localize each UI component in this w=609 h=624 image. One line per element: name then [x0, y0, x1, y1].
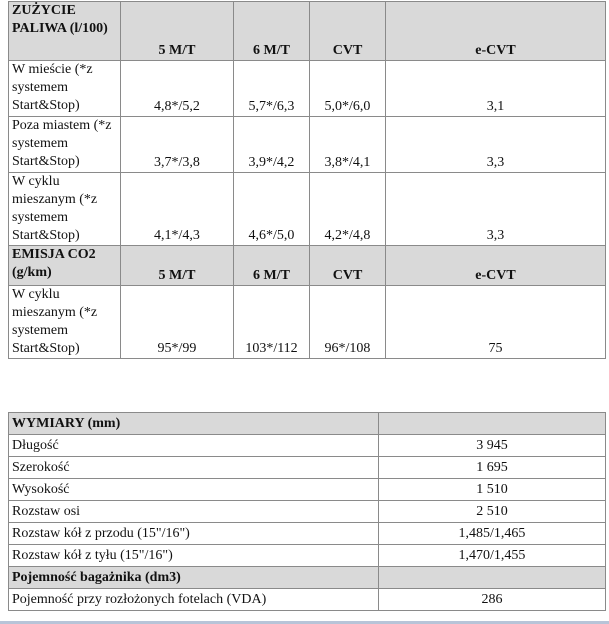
cell-value: 1 695: [379, 457, 606, 479]
cell-value: 3,9*/4,2: [234, 117, 310, 173]
cell-value: 4,1*/4,3: [121, 173, 234, 246]
table-row: [9, 435, 606, 457]
row-label: Rozstaw osi: [9, 501, 379, 523]
emission-header-col: 6 M/T: [234, 246, 310, 286]
row-label: Wysokość: [9, 479, 379, 501]
emission-header-label: EMISJA CO2 (g/km): [9, 246, 121, 286]
cell-value: 96*/108: [310, 286, 386, 359]
fuel-header-label: ZUŻYCIE PALIWA (l/100): [9, 2, 121, 61]
row-label: Rozstaw kół z tyłu (15"/16"): [9, 545, 379, 567]
row-label: Długość: [9, 435, 379, 457]
cell-value: 3,3: [386, 117, 606, 173]
dimensions-table: [8, 412, 606, 611]
row-label: W cyklu mieszanym (*z systemem Start&Stop): [9, 286, 121, 359]
table-row: [9, 286, 606, 359]
table-row: [9, 457, 606, 479]
row-label: Poza miastem (*z systemem Start&Stop): [9, 117, 121, 173]
cell-value: 3 945: [379, 435, 606, 457]
cell-value: 3,8*/4,1: [310, 117, 386, 173]
fuel-header-row: [9, 2, 606, 61]
fuel-header-col: 6 M/T: [234, 2, 310, 61]
cell-value: 4,2*/4,8: [310, 173, 386, 246]
dimensions-header-row: [9, 413, 606, 435]
dimensions-header-empty: [379, 413, 606, 435]
row-label: W mieście (*z systemem Start&Stop): [9, 61, 121, 117]
table-row: [9, 501, 606, 523]
row-label: Pojemność przy rozłożonych fotelach (VDA): [9, 589, 379, 611]
row-label: Rozstaw kół z przodu (15"/16"): [9, 523, 379, 545]
emission-header-col: 5 M/T: [121, 246, 234, 286]
fuel-header-col: e-CVT: [386, 2, 606, 61]
cell-value: 286: [379, 589, 606, 611]
cell-value: 4,8*/5,2: [121, 61, 234, 117]
table-row: [9, 173, 606, 246]
cell-value: 5,7*/6,3: [234, 61, 310, 117]
table-row: [9, 589, 606, 611]
cell-value: 1,485/1,465: [379, 523, 606, 545]
table-row: [9, 61, 606, 117]
table-row: [9, 545, 606, 567]
emission-header-col: CVT: [310, 246, 386, 286]
cell-value: 5,0*/6,0: [310, 61, 386, 117]
emission-header-col: e-CVT: [386, 246, 606, 286]
table-row: [9, 479, 606, 501]
dimensions-header: WYMIARY (mm): [9, 413, 379, 435]
trunk-header-empty: [379, 567, 606, 589]
trunk-header: Pojemność bagażnika (dm3): [9, 567, 379, 589]
cell-value: 103*/112: [234, 286, 310, 359]
cell-value: 4,6*/5,0: [234, 173, 310, 246]
cell-value: 95*/99: [121, 286, 234, 359]
cell-value: 3,3: [386, 173, 606, 246]
cell-value: 75: [386, 286, 606, 359]
cell-value: 3,7*/3,8: [121, 117, 234, 173]
fuel-consumption-table: [8, 1, 606, 359]
fuel-header-col: 5 M/T: [121, 2, 234, 61]
cell-value: 1,470/1,455: [379, 545, 606, 567]
emission-header-row: [9, 246, 606, 286]
cell-value: 2 510: [379, 501, 606, 523]
cell-value: 3,1: [386, 61, 606, 117]
cell-value: 1 510: [379, 479, 606, 501]
row-label: W cyklu mieszanym (*z systemem Start&Stop): [9, 173, 121, 246]
table-row: [9, 117, 606, 173]
trunk-header-row: [9, 567, 606, 589]
row-label: Szerokość: [9, 457, 379, 479]
table-row: [9, 523, 606, 545]
fuel-header-col: CVT: [310, 2, 386, 61]
